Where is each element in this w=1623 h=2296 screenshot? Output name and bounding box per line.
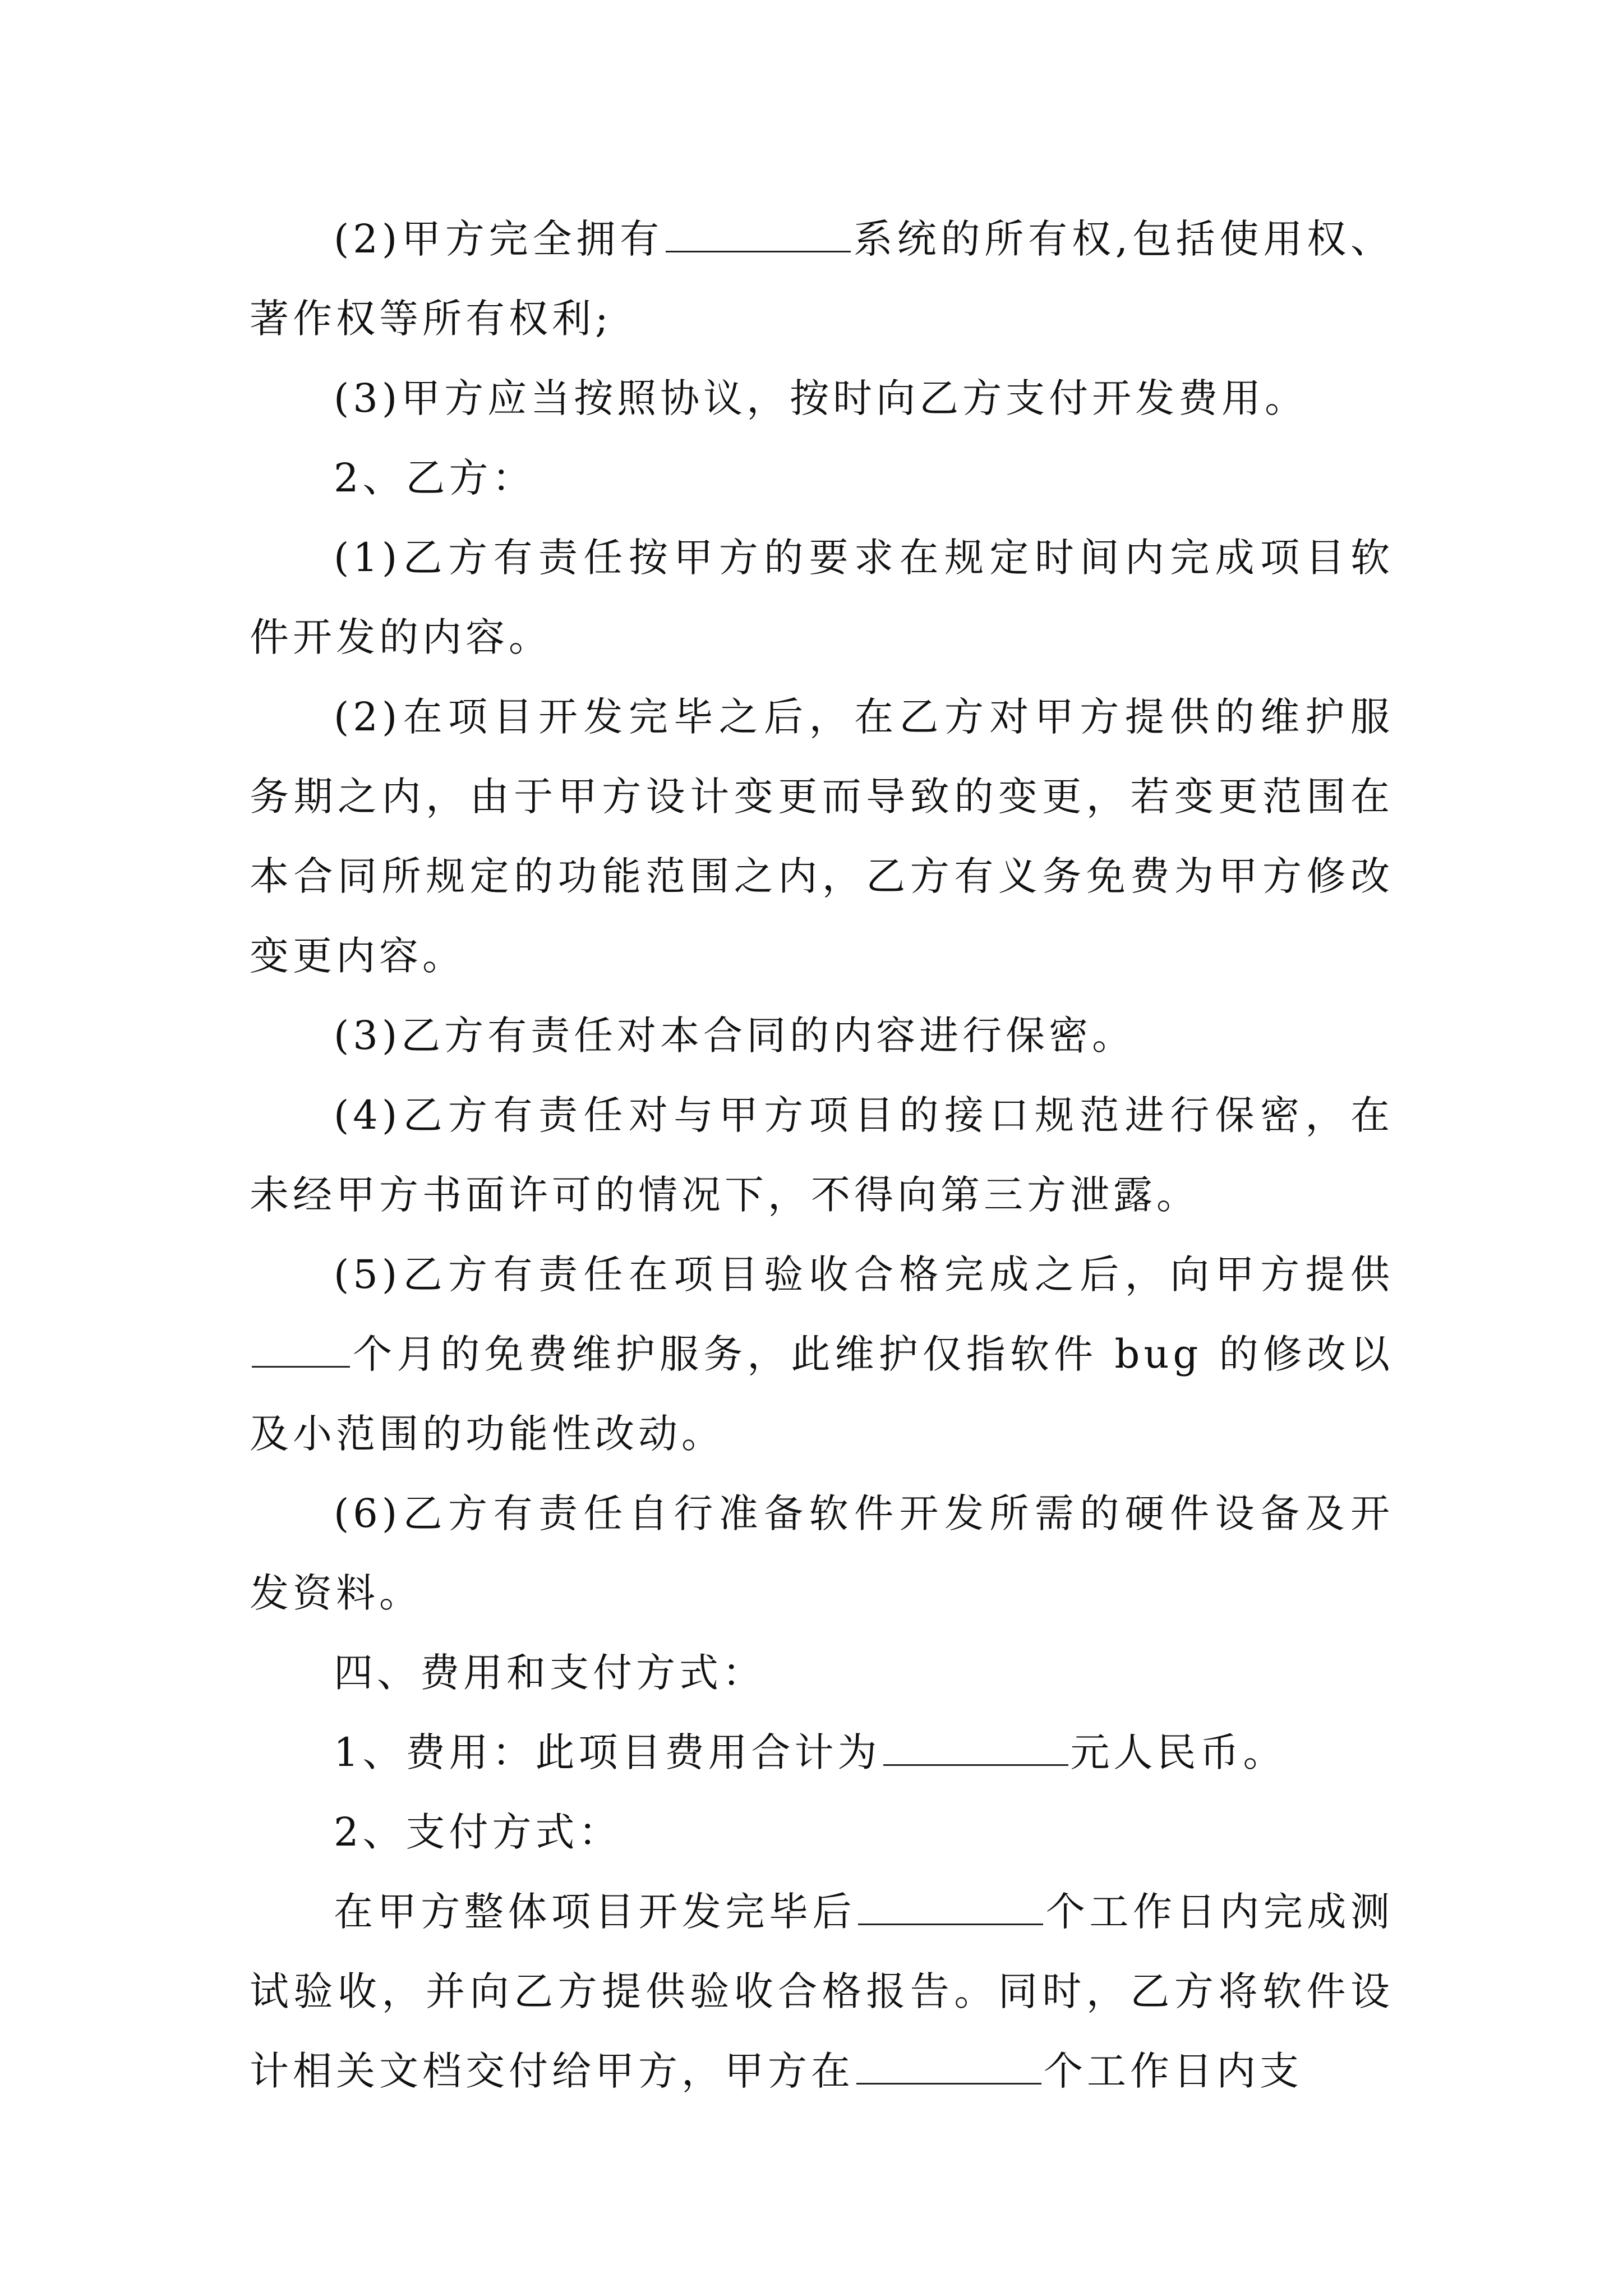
paragraph-text: 元人民币。 [1070, 1729, 1287, 1775]
paragraph [250, 1633, 1394, 1713]
paragraph-text: (5)乙方有责任在项目验收合格完成之后，向甲方提供 [334, 1251, 1394, 1297]
paragraph [250, 996, 1394, 1075]
paragraph [250, 358, 1394, 438]
fill-in-blank [666, 218, 851, 252]
contract-body [250, 199, 1394, 2111]
paragraph-text: 1、费用：此项目费用合计为 [334, 1729, 881, 1775]
paragraph [250, 1474, 1394, 1633]
paragraph-text: (2)甲方完全拥有 [334, 216, 663, 262]
paragraph [250, 1235, 1394, 1474]
paragraph [250, 677, 1394, 996]
paragraph-text: (3)甲方应当按照协议，按时向乙方支付开发费用。 [334, 375, 1308, 421]
paragraph [250, 199, 1394, 358]
paragraph-text: 四、费用和支付方式： [334, 1650, 766, 1696]
paragraph [250, 438, 1394, 518]
paragraph [250, 1792, 1394, 1872]
paragraph-text: (6)乙方有责任自行准备软件开发所需的硬件设备及开发资料。 [250, 1490, 1394, 1616]
paragraph-text: 2、支付方式： [334, 1809, 622, 1855]
paragraph [250, 1872, 1394, 2111]
fill-in-blank [883, 1732, 1068, 1766]
paragraph-text: (3)乙方有责任对本合同的内容进行保密。 [334, 1013, 1136, 1059]
paragraph [250, 1075, 1394, 1235]
paragraph-text: 2、乙方： [334, 455, 536, 501]
paragraph-text: (4)乙方有责任对与甲方项目的接口规范进行保密，在未经甲方书面许可的情况下，不得向第三方泄露。 [250, 1092, 1394, 1218]
paragraph-text: 在甲方整体项目开发完毕后 [334, 1889, 856, 1935]
paragraph-text: (2)在项目开发完毕之后，在乙方对甲方提供的维护服务期之内，由于甲方设计变更而导致的变更，若变更范围在本合同所规定的功能范围之内，乙方有义务免费为甲方修改变更内容。 [250, 694, 1394, 979]
fill-in-blank [856, 2050, 1041, 2085]
paragraph-text: 个工作日内完成测试验收，并向乙方提供验收合格报告。同时，乙方将软件设计相关文档交付给甲方，甲方在 [250, 1889, 1394, 2094]
paragraph [250, 1713, 1394, 1792]
paragraph [250, 518, 1394, 677]
paragraph-text: 个工作日内支 [1044, 2048, 1303, 2094]
paragraph-text: 个月的免费维护服务，此维护仅指软件 bug 的修改以及小范围的功能性改动。 [250, 1331, 1394, 1457]
fill-in-blank [858, 1891, 1043, 1925]
fill-in-blank [252, 1333, 350, 1368]
paragraph-text: (1)乙方有责任按甲方的要求在规定时间内完成项目软件开发的内容。 [250, 535, 1394, 660]
paragraph-text: 系统的所有权,包括使用权、著作权等所有权利; [250, 216, 1394, 342]
